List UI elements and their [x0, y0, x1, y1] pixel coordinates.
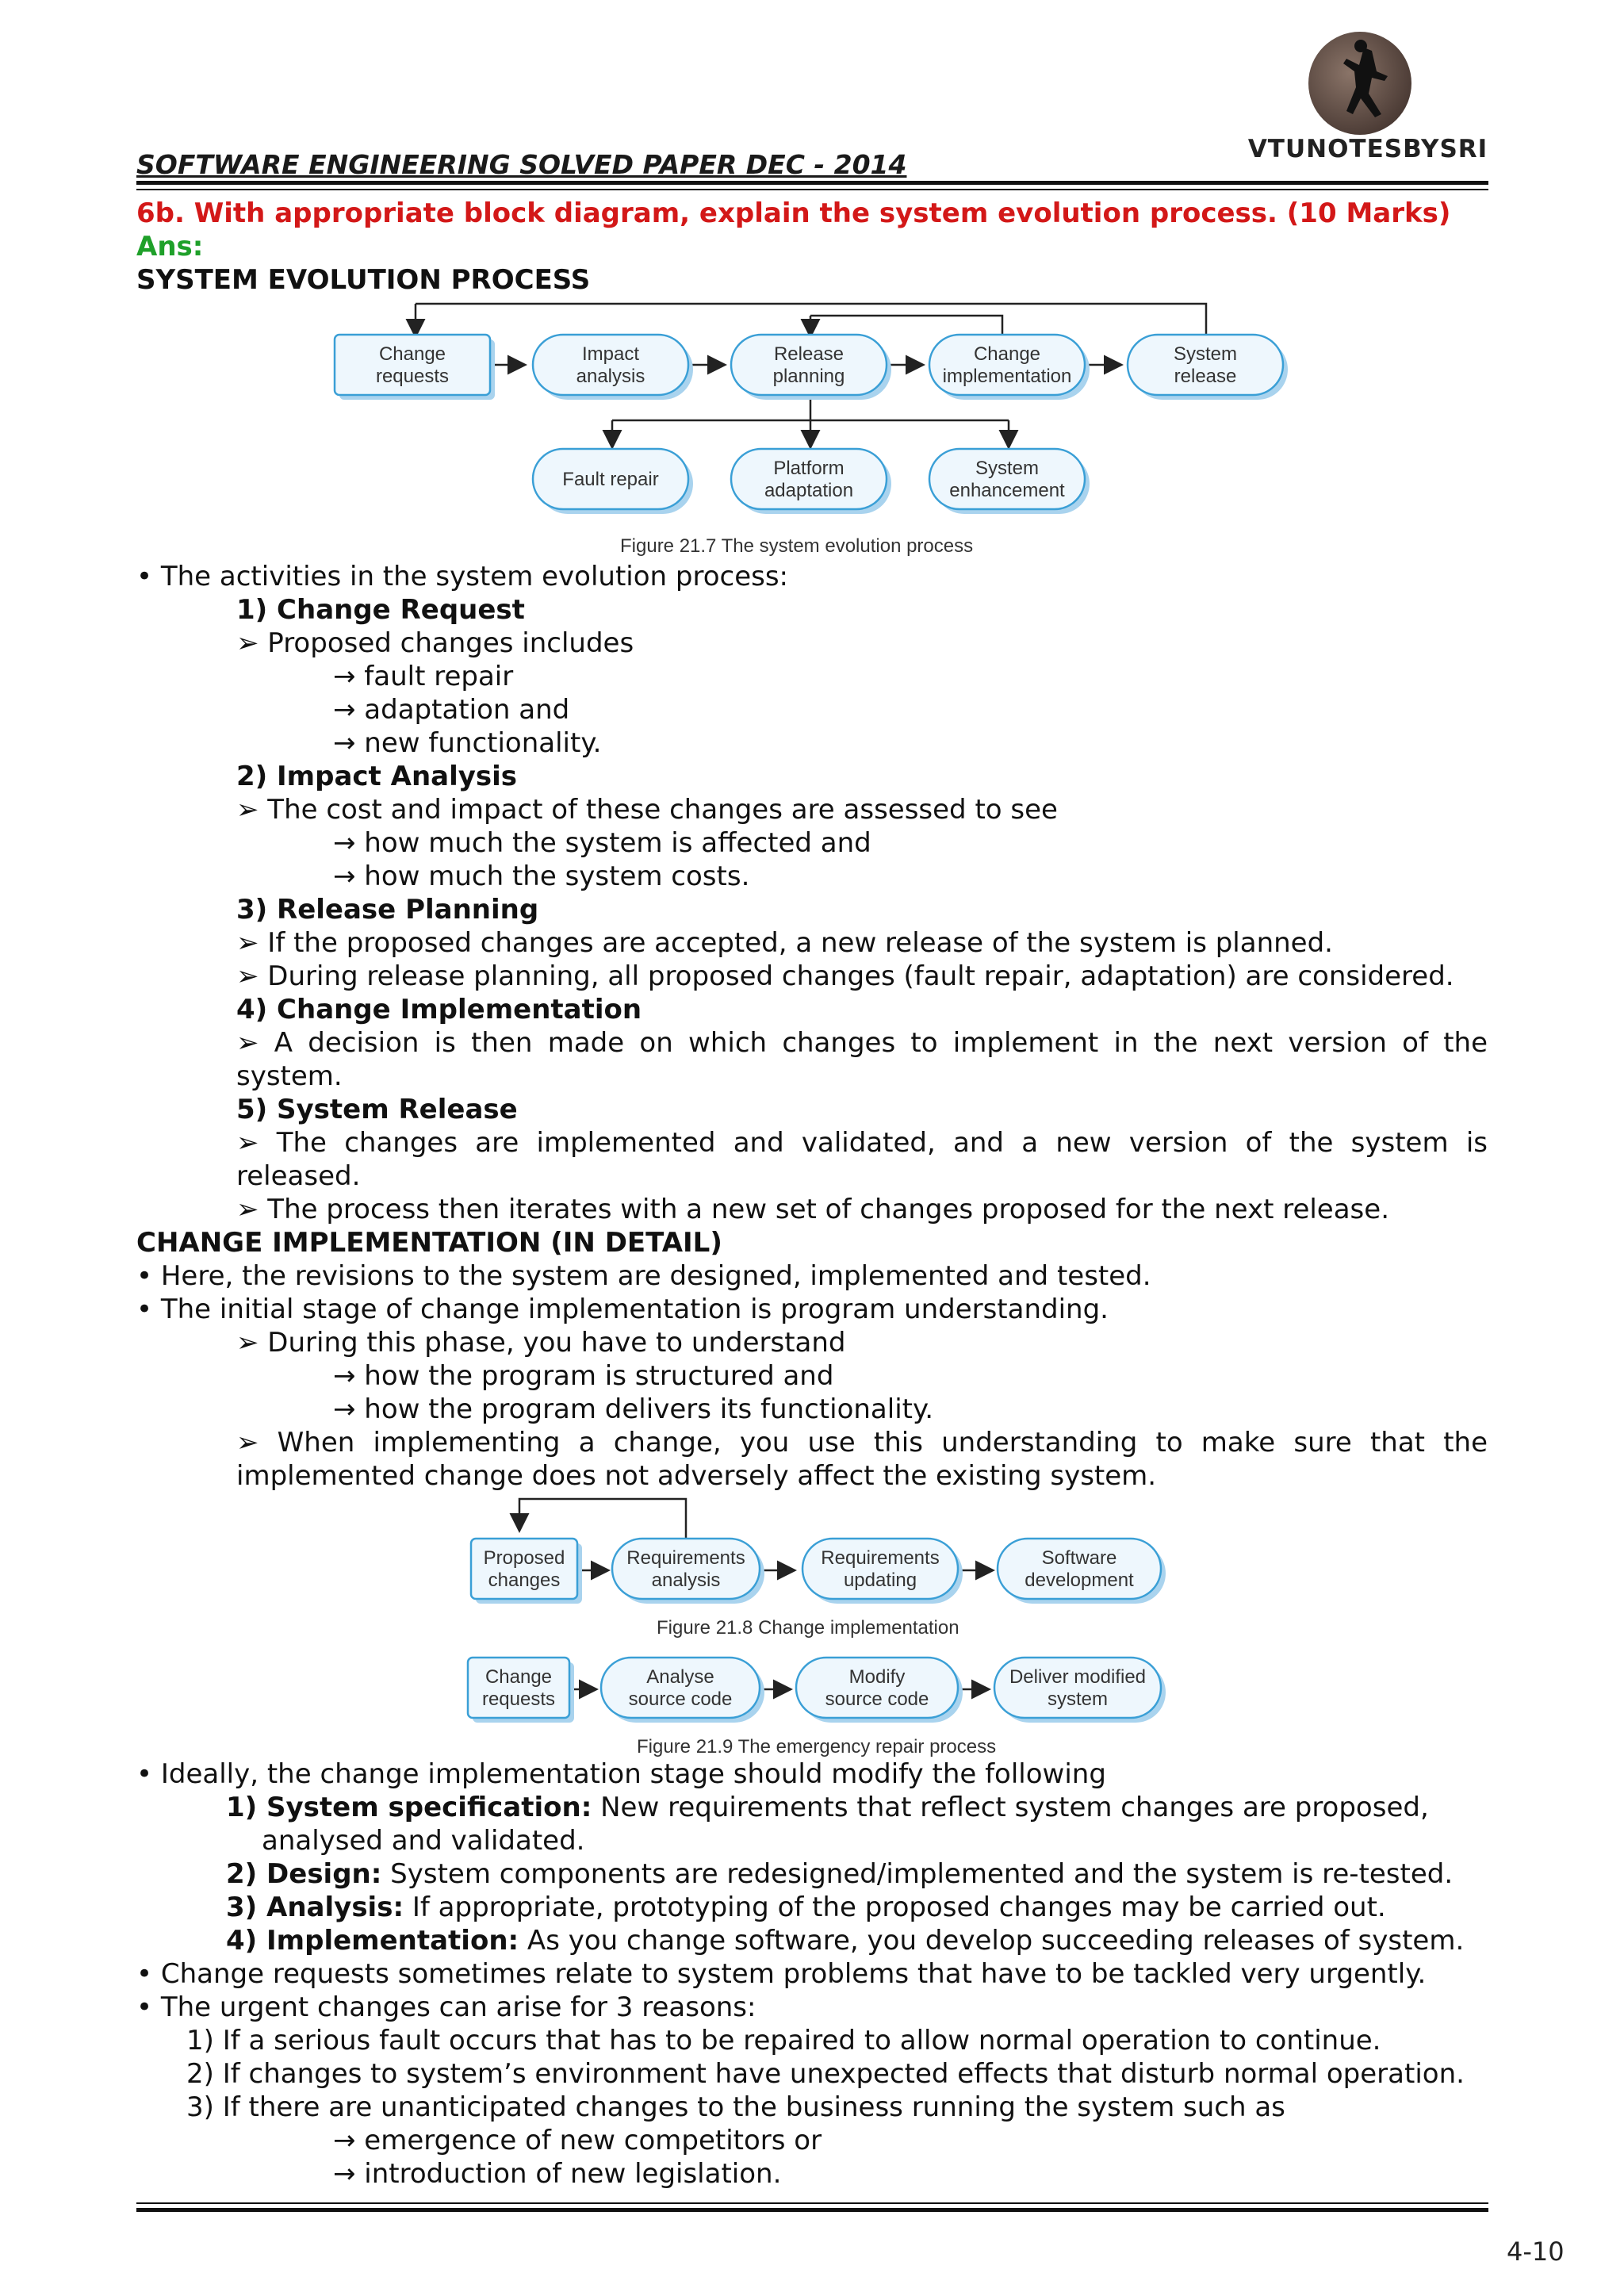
diagram-node [533, 335, 693, 400]
diagram-node-label: Fault repair [562, 469, 659, 490]
change-implementation-diagrams [444, 1491, 1189, 1761]
bullet: ➢ The changes are implemented and validated, and a new version of the system is [236, 1127, 1488, 1159]
bullet-continuation: released. [236, 1160, 361, 1192]
bullet: ➢ A decision is then made on which changes to implement in the next version of the [236, 1027, 1488, 1059]
heading-impact-analysis: 2) Impact Analysis [236, 761, 518, 792]
diagram-node-label: Impact [581, 343, 640, 365]
activities-intro: • The activities in the system evolution process: [136, 561, 789, 592]
diagram-node-label: requests [375, 366, 450, 387]
answer-label: Ans: [136, 231, 204, 263]
list-item: 3) If there are unanticipated changes to the business running the system such as [186, 2091, 1285, 2123]
diagram-node-label: Change [378, 343, 446, 365]
bullet: ➢ Proposed changes includes [236, 627, 634, 659]
diagram-node [802, 1539, 963, 1604]
diagram-node-label: Platform [773, 458, 845, 479]
heading-system-release: 5) System Release [236, 1094, 518, 1125]
diagram-node-label: adaptation [764, 480, 854, 501]
bullet: ➢ If the proposed changes are accepted, a new release of the system is planned. [236, 927, 1333, 959]
list-item: 3) Analysis: If appropriate, prototyping of the proposed changes may be carried out. [226, 1892, 1386, 1923]
bullet: ➢ The process then iterates with a new set of changes proposed for the next release. [236, 1194, 1389, 1225]
system-evolution-diagram [136, 293, 1310, 563]
paragraph: • The initial stage of change implementation is program understanding. [136, 1294, 1109, 1325]
footer-rule [136, 2208, 1488, 2212]
diagram-node [796, 1658, 963, 1723]
diagram-node-label: release [1174, 366, 1237, 387]
bullet: ➢ During this phase, you have to understand [236, 1327, 846, 1359]
section-title-change-impl: CHANGE IMPLEMENTATION (IN DETAIL) [136, 1227, 722, 1259]
diagram-node-label: Deliver modified [1009, 1666, 1147, 1688]
list-item: 1) If a serious fault occurs that has to be repaired to allow normal operation to continue. [186, 2025, 1381, 2056]
diagram-node-label: system [1047, 1688, 1109, 1710]
diagram-node [335, 335, 495, 400]
diagram-node [731, 449, 891, 514]
document-title: SOFTWARE ENGINEERING SOLVED PAPER DEC - 2014 [136, 149, 907, 180]
figure-caption: Figure 21.9 The emergency repair process [637, 1736, 997, 1757]
heading-change-request: 1) Change Request [236, 594, 525, 626]
diagram-node-label: source code [628, 1688, 733, 1710]
sub-item: → how much the system is affected and [333, 827, 871, 859]
list-item-continuation: analysed and validated. [262, 1825, 585, 1857]
list-item: 1) System specification: New requirements that reflect system changes are proposed, [226, 1792, 1429, 1823]
diagram-node-label: Proposed [483, 1547, 565, 1569]
list-item: 2) If changes to system’s environment have unexpected effects that disturb normal operation. [186, 2058, 1465, 2090]
logo-text: VTUNOTESBYSRI [1247, 135, 1488, 163]
diagram-node [998, 1539, 1166, 1604]
sub-item: → how the program is structured and [333, 1360, 834, 1392]
bullet-continuation: implemented change does not adversely affect the existing system. [236, 1460, 1157, 1492]
diagram-node [929, 449, 1090, 514]
diagram-node-label: System [975, 458, 1040, 479]
diagram-node-label: changes [488, 1570, 561, 1591]
diagram-node [929, 335, 1090, 400]
paragraph: • The urgent changes can arise for 3 reasons: [136, 1991, 756, 2023]
diagram-node [601, 1658, 764, 1723]
diagram-node-label: updating [843, 1570, 917, 1591]
sub-item: → adaptation and [333, 694, 570, 726]
bullet: ➢ When implementing a change, you use this understanding to make sure that the [236, 1427, 1488, 1458]
footer-rule-thin [136, 2202, 1488, 2204]
page-number: 4-10 [1507, 2237, 1565, 2267]
bullet: ➢ During release planning, all proposed changes (fault repair, adaptation) are considered. [236, 960, 1454, 992]
diagram-node-label: Release [773, 343, 845, 365]
sub-item: → emergence of new competitors or [333, 2125, 822, 2156]
figure-caption: Figure 21.7 The system evolution process [620, 535, 974, 557]
diagram-node [468, 1658, 574, 1723]
diagram-node-label: implementation [942, 366, 1072, 387]
climber-logo-icon [1308, 32, 1411, 135]
diagram-node [731, 335, 891, 400]
sub-item: → introduction of new legislation. [333, 2158, 782, 2190]
sub-item: → how the program delivers its functionality. [333, 1393, 934, 1425]
list-item: 4) Implementation: As you change software, you develop succeeding releases of system. [226, 1925, 1465, 1957]
question-text: 6b. With appropriate block diagram, explain the system evolution process. (10 Marks) [136, 197, 1451, 229]
heading-release-planning: 3) Release Planning [236, 894, 539, 926]
header-rule [136, 181, 1488, 185]
diagram-node-label: analysis [576, 366, 645, 387]
diagram-node-label: requests [481, 1688, 556, 1710]
list-item: 2) Design: System components are redesigned/implemented and the system is re-tested. [226, 1858, 1454, 1890]
sub-item: → new functionality. [333, 727, 602, 759]
diagram-node-label: Requirements [626, 1547, 745, 1569]
bullet-continuation: system. [236, 1060, 343, 1092]
diagram-node [612, 1539, 764, 1604]
paragraph: • Change requests sometimes relate to system problems that have to be tackled very urgently. [136, 1958, 1427, 1990]
diagram-node-label: System [1173, 343, 1238, 365]
diagram-node-label: analysis [651, 1570, 721, 1591]
diagram-node-label: Change [485, 1666, 553, 1688]
diagram-node-label: Modify [848, 1666, 906, 1688]
bullet: ➢ The cost and impact of these changes are assessed to see [236, 794, 1058, 826]
diagram-node-label: Software [1041, 1547, 1117, 1569]
paragraph: • Here, the revisions to the system are designed, implemented and tested. [136, 1260, 1151, 1292]
diagram-node-label: enhancement [949, 480, 1065, 501]
paragraph: • Ideally, the change implementation stage should modify the following [136, 1758, 1106, 1790]
section-title-evolution: SYSTEM EVOLUTION PROCESS [136, 264, 591, 296]
diagram-node-label: planning [772, 366, 845, 387]
diagram-node [471, 1539, 582, 1604]
diagram-node [994, 1658, 1166, 1723]
sub-item: → how much the system costs. [333, 861, 750, 892]
figure-caption: Figure 21.8 Change implementation [657, 1617, 959, 1639]
diagram-node-label: Analyse [646, 1666, 714, 1688]
diagram-node-label: source code [825, 1688, 929, 1710]
site-logo [1245, 24, 1491, 167]
diagram-node-label: Requirements [821, 1547, 940, 1569]
diagram-node [533, 449, 693, 514]
diagram-node-label: Change [973, 343, 1041, 365]
heading-change-implementation: 4) Change Implementation [236, 994, 642, 1025]
sub-item: → fault repair [333, 661, 514, 692]
diagram-node-label: development [1025, 1570, 1134, 1591]
header-rule-thin [136, 189, 1488, 190]
diagram-node [1128, 335, 1288, 400]
